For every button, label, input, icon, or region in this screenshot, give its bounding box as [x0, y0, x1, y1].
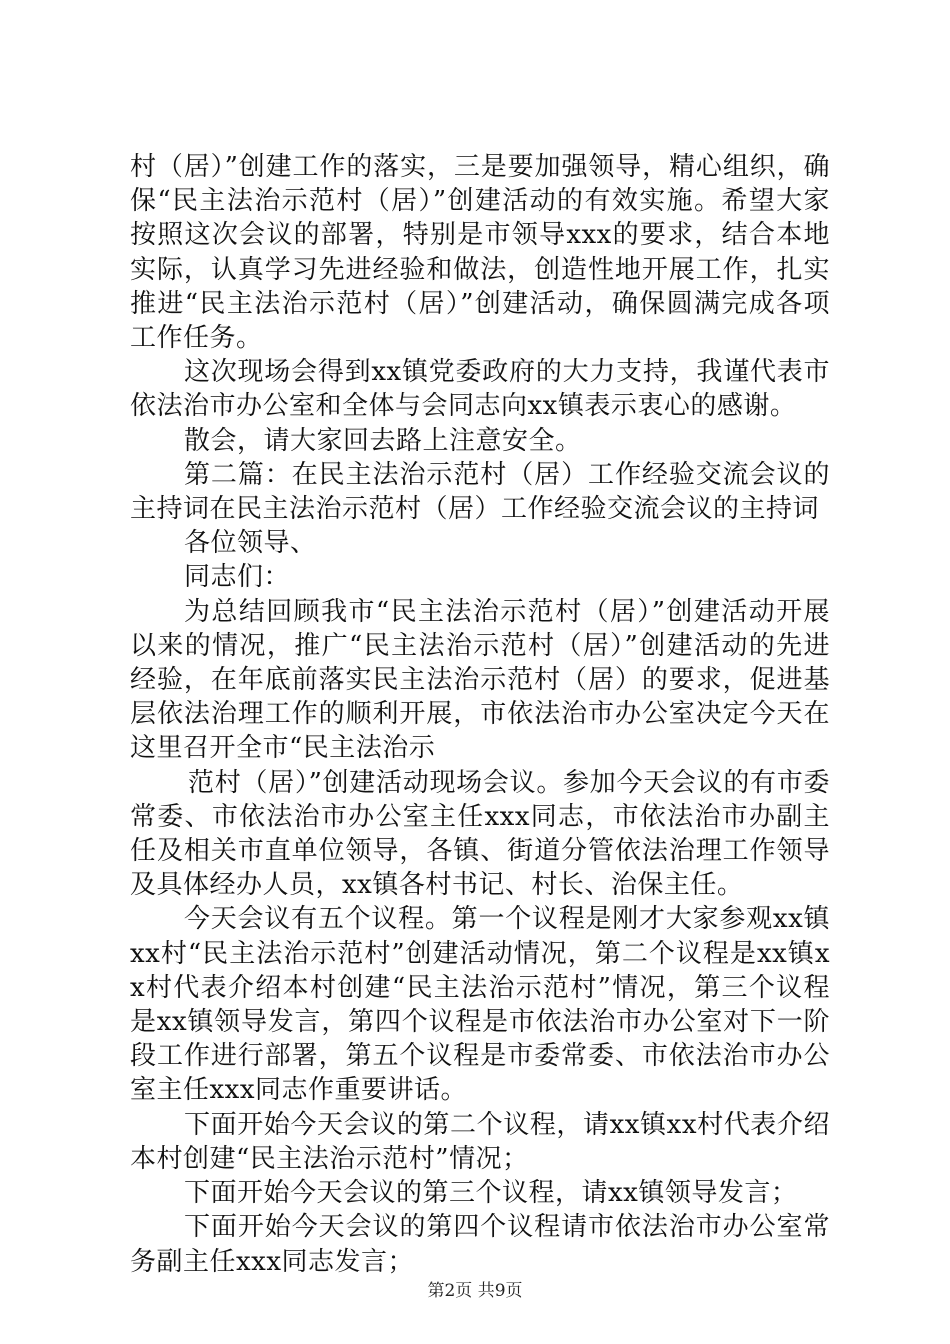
paragraph-thanks: 这次现场会得到xx镇党委政府的大力支持，我谨代表市依法治市办公室和全体与会同志向xx镇表示衷心的感谢。	[130, 357, 830, 422]
paragraph-agenda-item-2: 下面开始今天会议的第二个议程，请xx镇xx村代表介绍本村创建“民主法治示范村”情况；	[130, 1109, 830, 1174]
paragraph-agenda-item-4: 下面开始今天会议的第四个议程请市依法治市办公室常务副主任xxx同志发言；	[130, 1212, 830, 1277]
paragraph-agenda: 今天会议有五个议程。第一个议程是刚才大家参观xx镇xx村“民主法治示范村”创建活动情况，第二个议程是xx镇xx村代表介绍本村创建“民主法治示范村”情况，第三个议程是xx镇领导发言，第四个议程是市依法治市办公室对下一阶段工作进行部署，第五个议程是市委常委、市依法治市办公室主任xxx同志作重要讲话。	[130, 904, 830, 1106]
paragraph-purpose: 为总结回顾我市“民主法治示范村（居）”创建活动开展以来的情况，推广“民主法治示范村（居）”创建活动的先进经验，在年底前落实民主法治示范村（居）的要求，促进基层依法治理工作的顺利开展，市依法治市办公室决定今天在这里召开全市“民主法治示	[130, 596, 830, 764]
salutation-leaders: 各位领导、	[184, 528, 317, 559]
paragraph-continuation: 村（居）”创建工作的落实，三是要加强领导，精心组织，确保“民主法治示范村（居）”创建活动的有效实施。希望大家按照这次会议的部署，特别是市领导xxx的要求，结合本地实际，认真学习先进经验和做法，创造性地开展工作，扎实推进“民主法治示范村（居）”创建活动，确保圆满完成各项工作任务。	[130, 152, 830, 354]
paragraph-agenda-item-3: 下面开始今天会议的第三个议程，请xx镇领导发言；	[184, 1178, 798, 1209]
section-heading: 第二篇：在民主法治示范村（居）工作经验交流会议的主持词在民主法治示范村（居）工作经验交流会议的主持词	[130, 459, 830, 525]
paragraph-adjourn: 散会，请大家回去路上注意安全。	[184, 425, 582, 456]
salutation-comrades: 同志们：	[184, 562, 291, 593]
document-body	[130, 150, 830, 1279]
paragraph-attendees: 范村（居）”创建活动现场会议。参加今天会议的有市委常委、市依法治市办公室主任xxx同志，市依法治市办副主任及相关市直单位领导，各镇、街道分管依法治理工作领导及具体经办人员，xx镇各村书记、村长、治保主任。	[130, 767, 830, 901]
page-number-footer: 第2页 共9页	[427, 1281, 523, 1301]
